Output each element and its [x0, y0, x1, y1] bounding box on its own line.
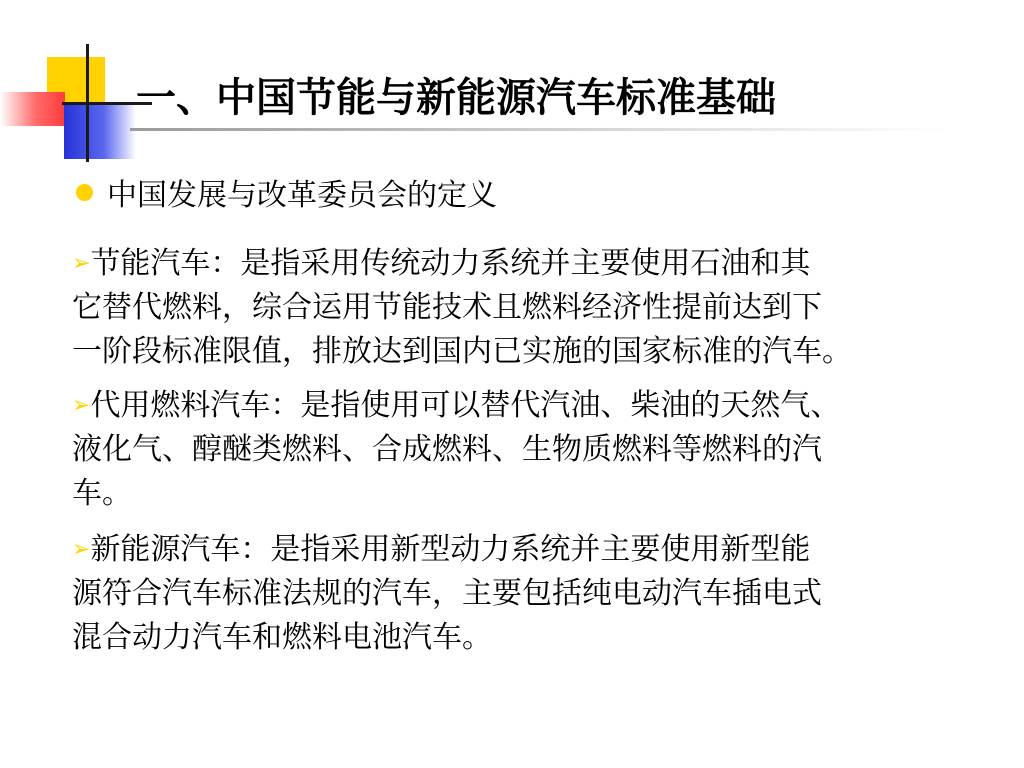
title-divider — [130, 128, 950, 131]
yellow-arrow-icon: ➢ — [72, 251, 91, 276]
page-title: 一、中国节能与新能源汽车标准基础 — [136, 75, 776, 121]
paragraph-line — [72, 528, 972, 572]
paragraph-line: 车。 — [72, 476, 132, 511]
section-heading — [76, 170, 497, 214]
definition-paragraph — [72, 242, 972, 374]
yellow-dot-icon — [76, 184, 93, 201]
section-heading-text: 中国发展与改革委员会的定义 — [107, 178, 497, 213]
paragraph-line: 它替代燃料，综合运用节能技术且燃料经济性提前达到下 — [72, 290, 822, 325]
decorative-logo — [0, 40, 150, 170]
definition-paragraph — [72, 528, 972, 660]
paragraph-line: 混合动力汽车和燃料电池汽车。 — [72, 620, 492, 655]
paragraph-line — [72, 384, 972, 428]
paragraph-line: 源符合汽车标准法规的汽车，主要包括纯电动汽车插电式 — [72, 576, 822, 611]
logo-red-bar — [0, 92, 65, 126]
paragraph-line: 液化气、醇醚类燃料、合成燃料、生物质燃料等燃料的汽 — [72, 432, 822, 467]
yellow-arrow-icon: ➢ — [72, 537, 91, 562]
paragraph-line: 一阶段标准限值，排放达到国内已实施的国家标准的汽车。 — [72, 334, 852, 369]
paragraph-line-text: 节能汽车：是指采用传统动力系统并主要使用石油和其 — [90, 246, 811, 281]
paragraph-line-text: 新能源汽车：是指采用新型动力系统并主要使用新型能 — [90, 532, 811, 567]
definition-paragraph — [72, 384, 972, 516]
paragraph-line — [72, 242, 972, 286]
logo-blue-block — [64, 103, 136, 159]
paragraph-line-text: 代用燃料汽车：是指使用可以替代汽油、柴油的天然气、 — [90, 388, 841, 423]
yellow-arrow-icon: ➢ — [72, 393, 91, 418]
